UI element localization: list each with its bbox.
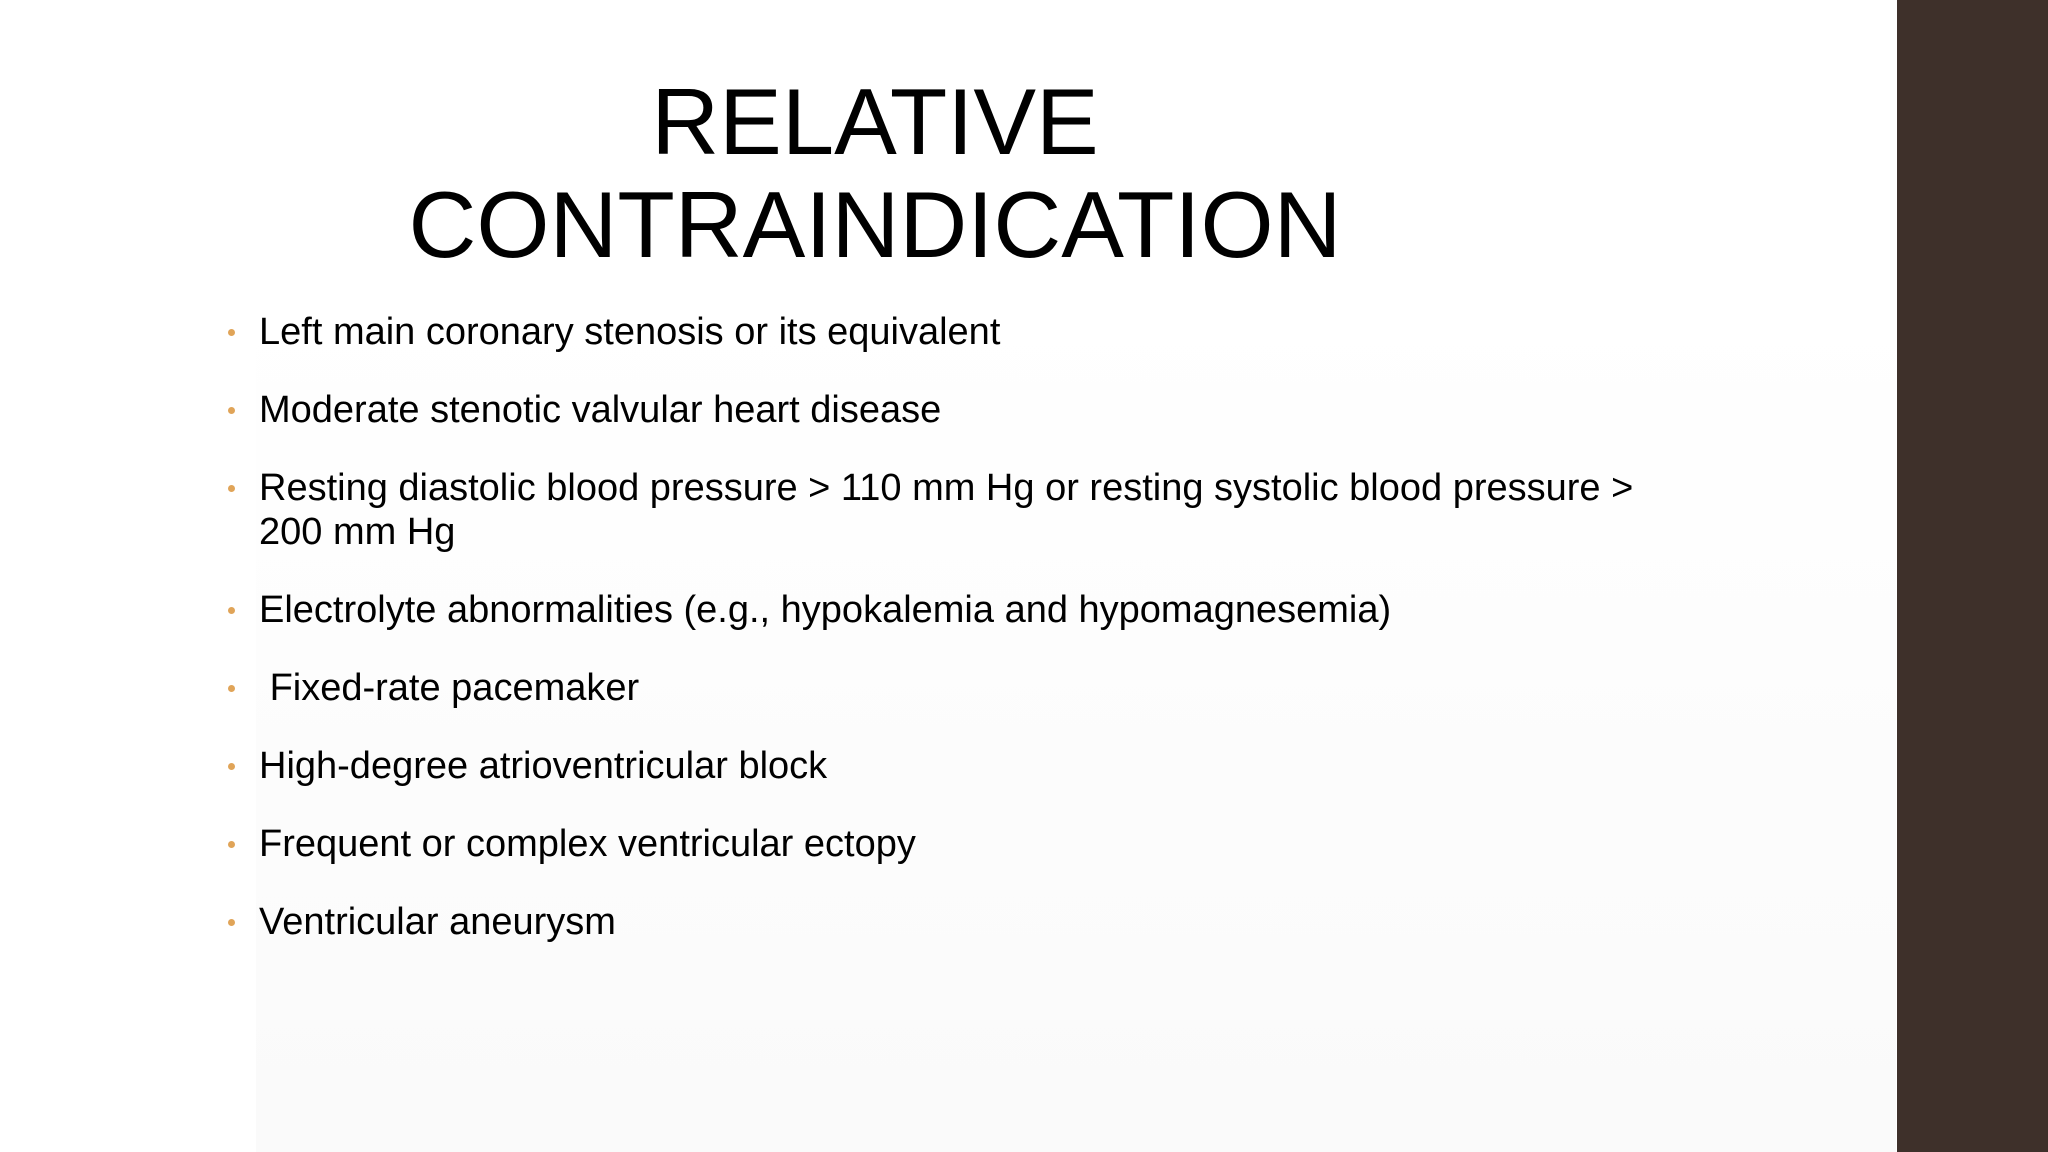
bullet-dot-icon <box>228 329 235 336</box>
bullet-item <box>225 900 1675 944</box>
bullet-text: Left main coronary stenosis or its equivalent <box>259 311 1001 353</box>
bullet-item <box>225 822 1675 866</box>
bullet-item <box>225 466 1675 554</box>
bullet-dot-icon <box>228 685 235 692</box>
title-line-1: RELATIVE <box>651 69 1099 174</box>
bullet-item <box>225 744 1675 788</box>
bullet-item <box>225 588 1675 632</box>
bullet-text: Electrolyte abnormalities (e.g., hypokalemia and hypomagnesemia) <box>259 589 1392 631</box>
bullet-dot-icon <box>228 763 235 770</box>
bullet-item <box>225 666 1675 710</box>
title-line-2: CONTRAINDICATION <box>408 172 1342 277</box>
bullet-text: High-degree atrioventricular block <box>259 745 828 787</box>
accent-sidebar <box>1897 0 2048 1152</box>
bullet-text: Frequent or complex ventricular ectopy <box>259 823 916 865</box>
bullet-item <box>225 388 1675 432</box>
bullet-list <box>225 310 1675 978</box>
bullet-text: Moderate stenotic valvular heart disease <box>259 389 942 431</box>
bullet-text: Resting diastolic blood pressure > 110 mm Hg or resting systolic blood pressure > 200 mm Hg <box>259 467 1644 553</box>
bullet-item <box>225 310 1675 354</box>
bullet-dot-icon <box>228 919 235 926</box>
bullet-dot-icon <box>228 407 235 414</box>
bullet-text: Fixed-rate pacemaker <box>259 667 640 709</box>
bullet-dot-icon <box>228 607 235 614</box>
bullet-dot-icon <box>228 485 235 492</box>
bullet-text: Ventricular aneurysm <box>259 901 616 943</box>
bullet-dot-icon <box>228 841 235 848</box>
slide-title <box>260 70 1490 276</box>
